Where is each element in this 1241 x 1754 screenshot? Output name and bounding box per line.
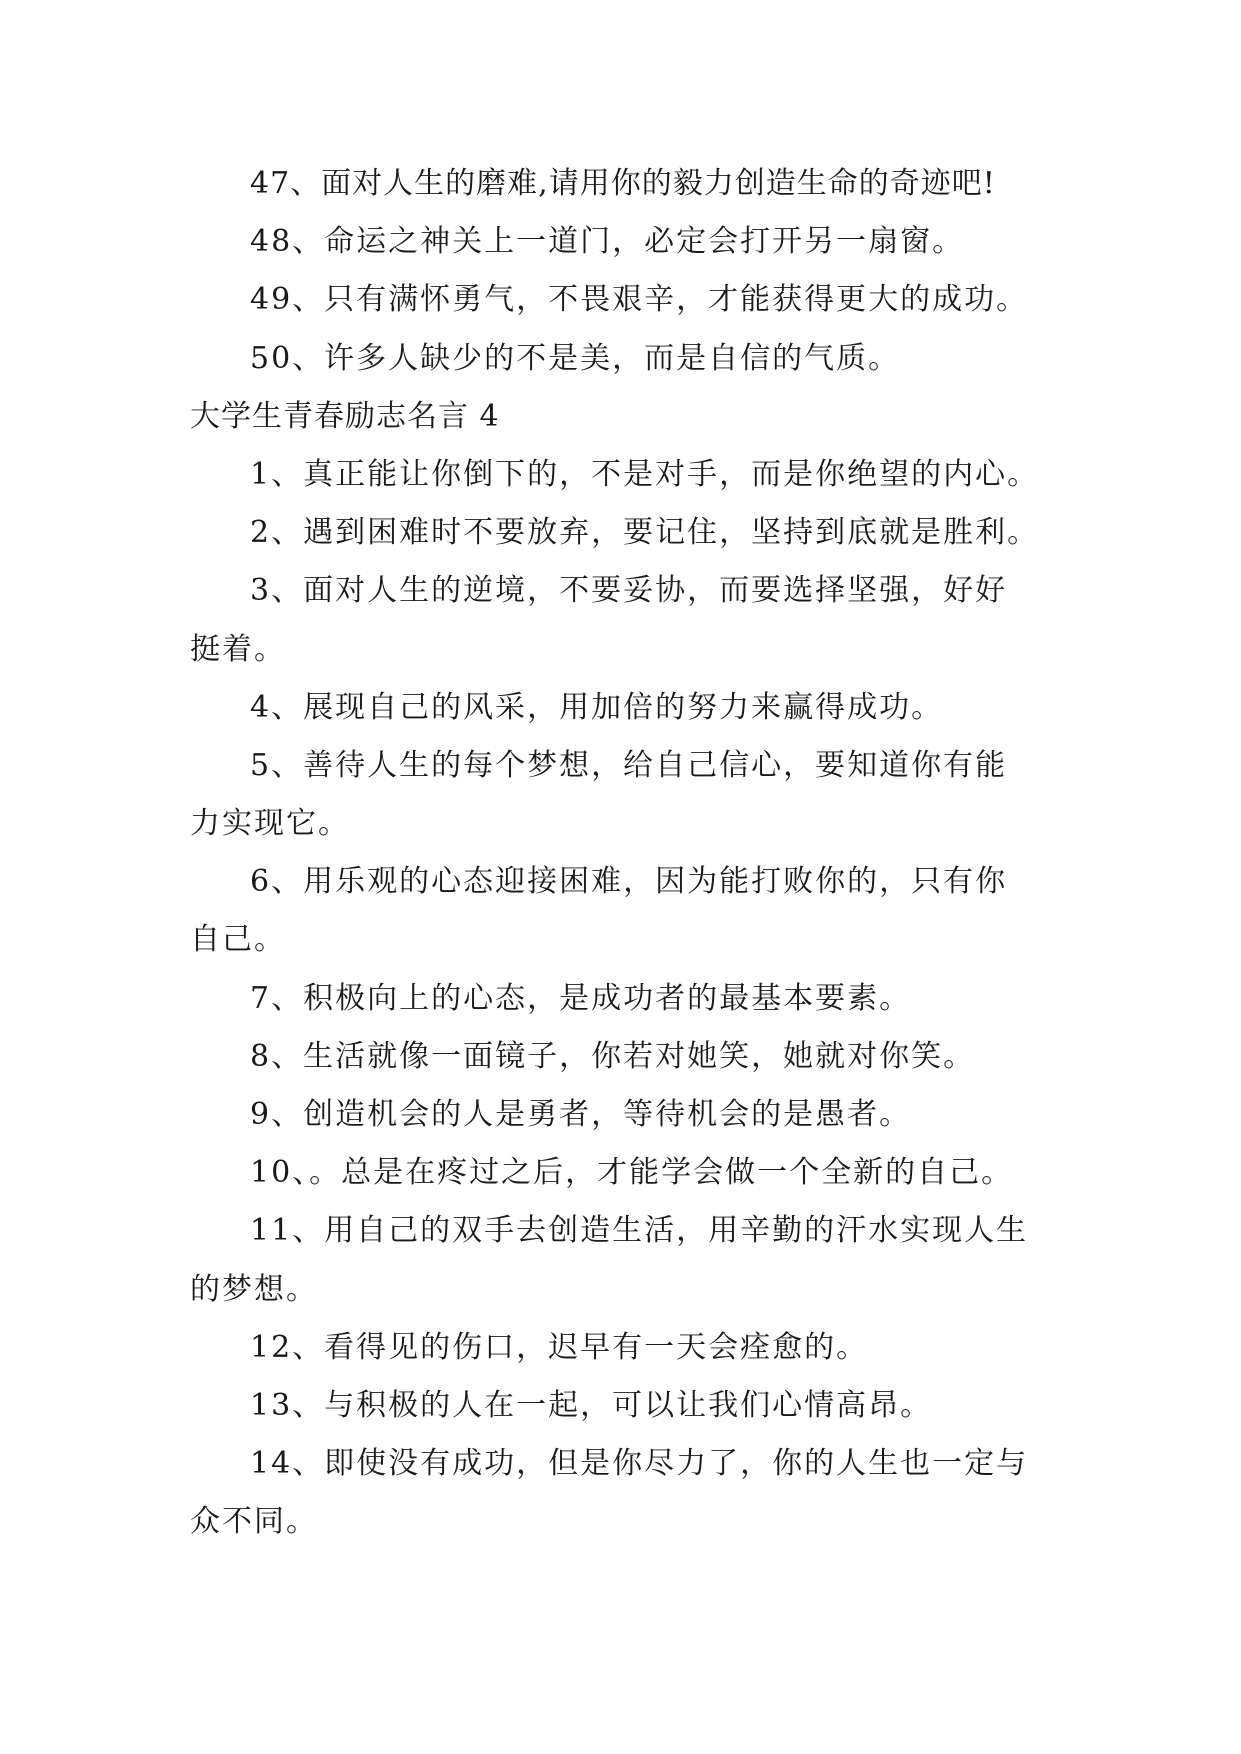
quote-line-14: 14、即使没有成功，但是你尽力了，你的人生也一定与 xyxy=(250,1446,1029,1482)
quote-line-4: 4、展现自己的风采，用加倍的努力来赢得成功。 xyxy=(250,689,944,725)
quote-line-6-continued: 自己。 xyxy=(190,922,286,958)
quote-line-11: 11、用自己的双手去创造生活，用辛勤的汗水实现人生 xyxy=(250,1213,1029,1249)
quote-line-13: 13、与积极的人在一起，可以让我们心情高昂。 xyxy=(250,1387,933,1423)
quote-line-9: 9、创造机会的人是勇者，等待机会的是愚者。 xyxy=(250,1097,912,1132)
quote-line-47: 47、面对人生的磨难,请用你的毅力创造生命的奇迹吧! xyxy=(250,166,996,201)
quote-line-3-continued: 挺着。 xyxy=(190,631,286,667)
quote-line-3: 3、面对人生的逆境，不要妥协，而要选择坚强，好好 xyxy=(250,573,1008,609)
section-heading: 大学生青春励志名言 4 xyxy=(190,398,500,434)
quote-line-14-continued: 众不同。 xyxy=(190,1504,318,1540)
quote-line-8: 8、生活就像一面镜子，你若对她笑，她就对你笑。 xyxy=(250,1038,976,1074)
quote-line-50: 50、许多人缺少的不是美，而是自信的气质。 xyxy=(250,340,901,376)
quote-line-1: 1、真正能让你倒下的，不是对手，而是你绝望的内心。 xyxy=(250,456,1040,492)
quote-line-5: 5、善待人生的每个梦想，给自己信心，要知道你有能 xyxy=(250,747,1008,783)
quote-line-49: 49、只有满怀勇气，不畏艰辛，才能获得更大的成功。 xyxy=(250,282,1029,318)
quote-line-12: 12、看得见的伤口，迟早有一天会痊愈的。 xyxy=(250,1329,869,1365)
quote-line-10: 10、。总是在疼过之后，才能学会做一个全新的自己。 xyxy=(250,1155,1014,1191)
document-body xyxy=(190,155,1060,1552)
quote-line-5-continued: 力实现它。 xyxy=(190,806,350,842)
quote-line-48: 48、命运之神关上一道门，必定会打开另一扇窗。 xyxy=(250,224,965,260)
quote-line-11-continued: 的梦想。 xyxy=(190,1271,318,1307)
quote-line-6: 6、用乐观的心态迎接困难，因为能打败你的，只有你 xyxy=(250,864,1008,900)
quote-line-2: 2、遇到困难时不要放弃，要记住，坚持到底就是胜利。 xyxy=(250,515,1040,551)
quote-line-7: 7、积极向上的心态，是成功者的最基本要素。 xyxy=(250,980,912,1016)
